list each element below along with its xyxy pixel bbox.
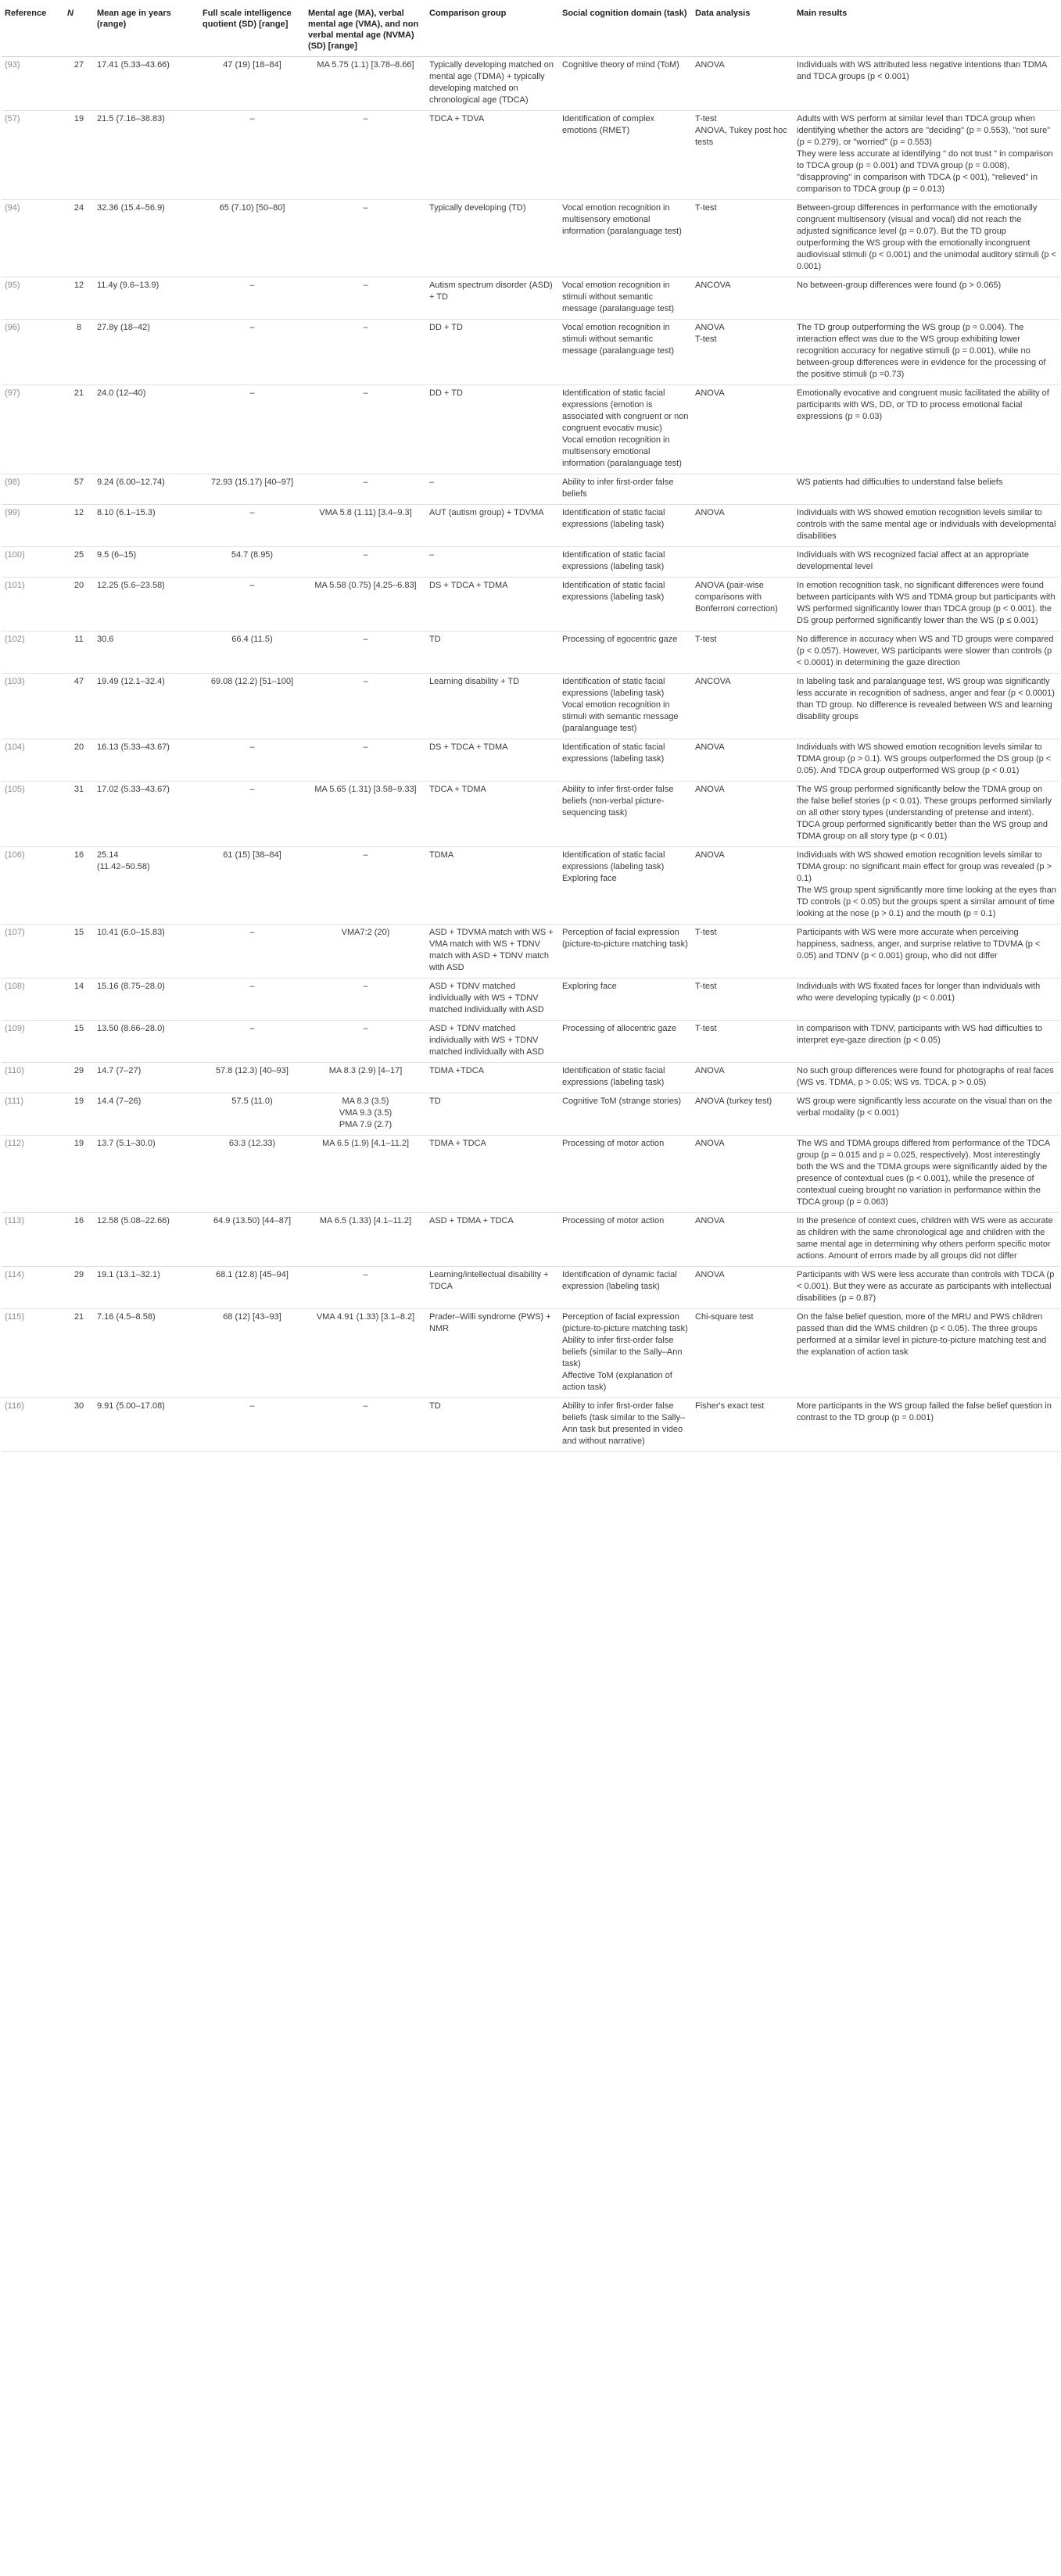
mental-age-cell: – xyxy=(305,200,426,277)
table-row xyxy=(2,925,1059,979)
age-cell: 16.13 (5.33–43.67) xyxy=(94,739,199,782)
iq-cell: 72.93 (15.17) [40–97] xyxy=(199,474,305,505)
n-cell: 57 xyxy=(64,474,94,505)
comparison-cell: DD + TD xyxy=(426,320,559,385)
age-cell: 21.5 (7.16–38.83) xyxy=(94,111,199,200)
reference-cell[interactable]: (102) xyxy=(2,631,64,674)
mental-age-cell: – xyxy=(305,979,426,1021)
results-cell: No such group differences were found for photographs of real faces (WS vs. TDMA, p > 0.05; WS vs. TDCA, p > 0.05) xyxy=(794,1063,1059,1093)
analysis-cell: T-test xyxy=(692,200,794,277)
n-cell: 19 xyxy=(64,1136,94,1213)
iq-cell: 64.9 (13.50) [44–87] xyxy=(199,1213,305,1267)
comparison-cell: TD xyxy=(426,1093,559,1136)
age-cell: 14.4 (7–26) xyxy=(94,1093,199,1136)
results-cell: The TD group outperforming the WS group (p = 0.004). The interaction effect was due to the WS group exhibiting lower recognition accuracy for negative stimuli (p = 0.001), while no between-group differences were in evidence for the processing of the positive stimuli (p =0.73) xyxy=(794,320,1059,385)
mental-age-cell: MA 8.3 (2.9) [4–17] xyxy=(305,1063,426,1093)
n-cell: 15 xyxy=(64,1021,94,1063)
reference-cell[interactable]: (100) xyxy=(2,547,64,578)
table-row xyxy=(2,277,1059,320)
iq-cell: 66.4 (11.5) xyxy=(199,631,305,674)
reference-cell[interactable]: (104) xyxy=(2,739,64,782)
header-domain: Social cognition domain (task) xyxy=(559,5,692,57)
analysis-cell: ANCOVA xyxy=(692,674,794,739)
n-cell: 47 xyxy=(64,674,94,739)
reference-cell[interactable]: (98) xyxy=(2,474,64,505)
domain-cell: Vocal emotion recognition in stimuli without semantic message (paralanguage test) xyxy=(559,320,692,385)
reference-cell[interactable]: (95) xyxy=(2,277,64,320)
mental-age-cell: – xyxy=(305,547,426,578)
age-cell: 32.36 (15.4–56.9) xyxy=(94,200,199,277)
table-row xyxy=(2,578,1059,631)
table-row xyxy=(2,1398,1059,1452)
iq-cell: 68 (12) [43–93] xyxy=(199,1309,305,1398)
iq-cell: – xyxy=(199,385,305,474)
iq-cell: – xyxy=(199,925,305,979)
mental-age-cell: – xyxy=(305,1021,426,1063)
mental-age-cell: VMA7:2 (20) xyxy=(305,925,426,979)
iq-cell: 63.3 (12.33) xyxy=(199,1136,305,1213)
iq-cell: 57.8 (12.3) [40–93] xyxy=(199,1063,305,1093)
comparison-cell: TD xyxy=(426,631,559,674)
domain-cell: Processing of motor action xyxy=(559,1136,692,1213)
mental-age-cell: – xyxy=(305,111,426,200)
analysis-cell: ANOVA xyxy=(692,847,794,925)
table-row xyxy=(2,1136,1059,1213)
reference-cell[interactable]: (97) xyxy=(2,385,64,474)
domain-cell: Cognitive ToM (strange stories) xyxy=(559,1093,692,1136)
comparison-cell: TD xyxy=(426,1398,559,1452)
n-cell: 12 xyxy=(64,277,94,320)
age-cell: 13.50 (8.66–28.0) xyxy=(94,1021,199,1063)
table-row xyxy=(2,200,1059,277)
analysis-cell: ANOVA T-test xyxy=(692,320,794,385)
domain-cell: Vocal emotion recognition in multisensory emotional information (paralanguage test) xyxy=(559,200,692,277)
analysis-cell: ANOVA xyxy=(692,739,794,782)
reference-cell[interactable]: (107) xyxy=(2,925,64,979)
n-cell: 16 xyxy=(64,847,94,925)
table-row xyxy=(2,674,1059,739)
domain-cell: Identification of static facial expressions (labeling task) xyxy=(559,1063,692,1093)
reference-cell[interactable]: (93) xyxy=(2,57,64,111)
header-n: N xyxy=(64,5,94,57)
n-cell: 12 xyxy=(64,505,94,547)
analysis-cell xyxy=(692,547,794,578)
comparison-cell: DS + TDCA + TDMA xyxy=(426,739,559,782)
table-row xyxy=(2,57,1059,111)
mental-age-cell: – xyxy=(305,1267,426,1309)
table-header xyxy=(2,5,1059,57)
table-row xyxy=(2,631,1059,674)
analysis-cell: T-test xyxy=(692,979,794,1021)
age-cell: 30.6 xyxy=(94,631,199,674)
results-cell: More participants in the WS group failed the false belief question in contrast to the TD group (p = 0.001) xyxy=(794,1398,1059,1452)
table-row xyxy=(2,1267,1059,1309)
comparison-cell: TDMA xyxy=(426,847,559,925)
analysis-cell: T-test xyxy=(692,631,794,674)
iq-cell: – xyxy=(199,1021,305,1063)
domain-cell: Identification of complex emotions (RMET) xyxy=(559,111,692,200)
comparison-cell: Learning disability + TD xyxy=(426,674,559,739)
results-cell: Individuals with WS fixated faces for longer than individuals with who were developing typically (p < 0.001) xyxy=(794,979,1059,1021)
analysis-cell: ANOVA (turkey test) xyxy=(692,1093,794,1136)
comparison-cell: TDMA +TDCA xyxy=(426,1063,559,1093)
comparison-cell: ASD + TDMA + TDCA xyxy=(426,1213,559,1267)
iq-cell: 54.7 (8.95) xyxy=(199,547,305,578)
table-row xyxy=(2,1063,1059,1093)
iq-cell: – xyxy=(199,320,305,385)
comparison-cell: ASD + TDNV matched individually with WS + TDNV matched individually with ASD xyxy=(426,979,559,1021)
n-cell: 25 xyxy=(64,547,94,578)
n-cell: 20 xyxy=(64,739,94,782)
domain-cell: Ability to infer first-order false beliefs (non-verbal picture-sequencing task) xyxy=(559,782,692,847)
results-cell: Individuals with WS showed emotion recognition levels similar to TDMA group (p > 0.1). WS groups outperformed the DS group (p < 0.05). And TDCA group outperformed WS group (p < 0.01) xyxy=(794,739,1059,782)
n-cell: 15 xyxy=(64,925,94,979)
header-reference: Reference xyxy=(2,5,64,57)
analysis-cell: ANOVA xyxy=(692,1063,794,1093)
results-cell: Individuals with WS showed emotion recognition levels similar to TDMA group: no significant main effect for group was revealed (p > 0.1) The WS group spent significantly more time looking at the eyes than TD controls (p < 0.05) but the groups spent a similar amount of time looking at the nose (p > 0.1) and the mouth (p = 0.1) xyxy=(794,847,1059,925)
comparison-cell: DD + TD xyxy=(426,385,559,474)
n-cell: 19 xyxy=(64,1093,94,1136)
age-cell: 19.49 (12.1–32.4) xyxy=(94,674,199,739)
n-cell: 11 xyxy=(64,631,94,674)
iq-cell: 61 (15) [38–84] xyxy=(199,847,305,925)
results-cell: Individuals with WS showed emotion recognition levels similar to controls with the same mental age or individuals with developmental disabilities xyxy=(794,505,1059,547)
reference-cell[interactable]: (105) xyxy=(2,782,64,847)
header-iq: Full scale intelligence quotient (SD) [range] xyxy=(199,5,305,57)
comparison-cell: – xyxy=(426,547,559,578)
reference-cell[interactable]: (108) xyxy=(2,979,64,1021)
comparison-cell: Learning/intellectual disability + TDCA xyxy=(426,1267,559,1309)
age-cell: 12.25 (5.6–23.58) xyxy=(94,578,199,631)
analysis-cell: ANOVA (pair-wise comparisons with Bonferroni correction) xyxy=(692,578,794,631)
reference-cell[interactable]: (103) xyxy=(2,674,64,739)
n-cell: 21 xyxy=(64,1309,94,1398)
table-row xyxy=(2,505,1059,547)
comparison-cell: Typically developing (TD) xyxy=(426,200,559,277)
age-cell: 25.14 (11.42–50.58) xyxy=(94,847,199,925)
reference-cell[interactable]: (109) xyxy=(2,1021,64,1063)
results-cell: Participants with WS were less accurate than controls with TDCA (p < 0.001). But they were as accurate as participants with intellectual disabilities (p = 0.87) xyxy=(794,1267,1059,1309)
reference-cell[interactable]: (113) xyxy=(2,1213,64,1267)
comparison-cell: – xyxy=(426,474,559,505)
comparison-cell: Prader–Willi syndrome (PWS) + NMR xyxy=(426,1309,559,1398)
iq-cell: – xyxy=(199,739,305,782)
comparison-cell: ASD + TDVMA match with WS + VMA match with WS + TDNV match with ASD + TDNV match with ASD xyxy=(426,925,559,979)
reference-cell[interactable]: (111) xyxy=(2,1093,64,1136)
header-age: Mean age in years (range) xyxy=(94,5,199,57)
age-cell: 12.58 (5.08–22.66) xyxy=(94,1213,199,1267)
domain-cell: Identification of dynamic facial expression (labeling task) xyxy=(559,1267,692,1309)
age-cell: 11.4y (9.6–13.9) xyxy=(94,277,199,320)
n-cell: 30 xyxy=(64,1398,94,1452)
comparison-cell: TDCA + TDMA xyxy=(426,782,559,847)
results-cell: In the presence of context cues, children with WS were as accurate as children with the same chronological age and children with the same mental age in determining why others perform specific motor actions. Amount of errors made by all groups did not differ xyxy=(794,1213,1059,1267)
age-cell: 9.5 (6–15) xyxy=(94,547,199,578)
domain-cell: Identification of static facial expressions (labeling task) Vocal emotion recognition in stimuli with semantic message (paralanguage test) xyxy=(559,674,692,739)
iq-cell: – xyxy=(199,782,305,847)
analysis-cell: T-test xyxy=(692,1021,794,1063)
iq-cell: – xyxy=(199,979,305,1021)
analysis-cell: ANOVA xyxy=(692,57,794,111)
analysis-cell: ANOVA xyxy=(692,782,794,847)
reference-cell[interactable]: (110) xyxy=(2,1063,64,1093)
iq-cell: 68.1 (12.8) [45–94] xyxy=(199,1267,305,1309)
results-cell: Emotionally evocative and congruent music facilitated the ability of participants with WS, DD, or TD to process emotional facial expressions (p = 0.03) xyxy=(794,385,1059,474)
mental-age-cell: MA 8.3 (3.5) VMA 9.3 (3.5) PMA 7.9 (2.7) xyxy=(305,1093,426,1136)
domain-cell: Identification of static facial expressions (labeling task) xyxy=(559,547,692,578)
table-body xyxy=(2,57,1059,1452)
domain-cell: Identification of static facial expressions (labeling task) Exploring face xyxy=(559,847,692,925)
results-cell: On the false belief question, more of the MRU and PWS children passed than did the WMS children (p < 0.05). The three groups performed at a similar level in picture-to-picture matching test and the explanation of action task xyxy=(794,1309,1059,1398)
table-row xyxy=(2,385,1059,474)
n-cell: 24 xyxy=(64,200,94,277)
age-cell: 13.7 (5.1–30.0) xyxy=(94,1136,199,1213)
results-cell: In emotion recognition task, no significant differences were found between participants with WS and TDMA group but participants with WS performed significantly lower than TDCA group (p < 0.001). the DS group performed significantly lower than the WS (p ≤ 0.001) xyxy=(794,578,1059,631)
header-results: Main results xyxy=(794,5,1059,57)
mental-age-cell: VMA 5.8 (1.11) [3.4–9.3] xyxy=(305,505,426,547)
header-analysis: Data analysis xyxy=(692,5,794,57)
results-cell: Participants with WS were more accurate when perceiving happiness, sadness, anger, and surprise relative to TDVMA (p < 0.05) and TDNV (p < 0.001) group, who did not differ xyxy=(794,925,1059,979)
reference-cell[interactable]: (114) xyxy=(2,1267,64,1309)
header-comparison: Comparison group xyxy=(426,5,559,57)
iq-cell: 69.08 (12.2) [51–100] xyxy=(199,674,305,739)
results-cell: In comparison with TDNV, participants with WS had difficulties to interpret eye-gaze direction (p < 0.05) xyxy=(794,1021,1059,1063)
mental-age-cell: MA 6.5 (1.9) [4.1–11.2] xyxy=(305,1136,426,1213)
comparison-cell: TDMA + TDCA xyxy=(426,1136,559,1213)
reference-cell[interactable]: (99) xyxy=(2,505,64,547)
analysis-cell: ANOVA xyxy=(692,505,794,547)
domain-cell: Identification of static facial expressions (emotion is associated with congruent or non congruent evocativ music) Vocal emotion recognition in multisensory emotional information (paralanguage test) xyxy=(559,385,692,474)
table-row xyxy=(2,547,1059,578)
age-cell: 14.7 (7–27) xyxy=(94,1063,199,1093)
age-cell: 9.24 (6.00–12.74) xyxy=(94,474,199,505)
analysis-cell: ANCOVA xyxy=(692,277,794,320)
iq-cell: 57.5 (11.0) xyxy=(199,1093,305,1136)
age-cell: 17.41 (5.33–43.66) xyxy=(94,57,199,111)
reference-cell[interactable]: (112) xyxy=(2,1136,64,1213)
header-row xyxy=(2,5,1059,57)
table-row xyxy=(2,320,1059,385)
mental-age-cell: – xyxy=(305,385,426,474)
analysis-cell: ANOVA xyxy=(692,1213,794,1267)
mental-age-cell: – xyxy=(305,674,426,739)
analysis-cell: ANOVA xyxy=(692,385,794,474)
table-row xyxy=(2,1093,1059,1136)
domain-cell: Vocal emotion recognition in stimuli without semantic message (paralanguage test) xyxy=(559,277,692,320)
studies-table xyxy=(2,5,1059,1452)
analysis-cell: ANOVA xyxy=(692,1136,794,1213)
reference-cell[interactable]: (96) xyxy=(2,320,64,385)
comparison-cell: Typically developing matched on mental age (TDMA) + typically developing matched on chronological age (TDCA) xyxy=(426,57,559,111)
mental-age-cell: – xyxy=(305,320,426,385)
age-cell: 27.8y (18–42) xyxy=(94,320,199,385)
analysis-cell xyxy=(692,474,794,505)
domain-cell: Exploring face xyxy=(559,979,692,1021)
age-cell: 17.02 (5.33–43.67) xyxy=(94,782,199,847)
age-cell: 15.16 (8.75–28.0) xyxy=(94,979,199,1021)
domain-cell: Perception of facial expression (picture-to-picture matching task) xyxy=(559,925,692,979)
mental-age-cell: – xyxy=(305,1398,426,1452)
n-cell: 14 xyxy=(64,979,94,1021)
results-cell: Individuals with WS attributed less negative intentions than TDMA and TDCA groups (p < 0.001) xyxy=(794,57,1059,111)
iq-cell: – xyxy=(199,111,305,200)
domain-cell: Processing of motor action xyxy=(559,1213,692,1267)
results-cell: Between-group differences in performance with the emotionally congruent multisensory (visual and vocal) did not reach the adjusted significance level (p = 0.07). But the TD group outperforming the WS group with the emotionally incongruent audiovisual stimuli (p < 0.001) and the unimodal auditory stimuli (p < 0.001) xyxy=(794,200,1059,277)
results-cell: The WS and TDMA groups differed from performance of the TDCA group (p = 0.015 and p = 0.025, respectively). Most interestingly both the WS and the TDMA groups were significantly aided by the presence of contextual cues (p < 0.001), while the presence of contextual cueing brought no variation in performance within the TDCA group (p = 0.063) xyxy=(794,1136,1059,1213)
analysis-cell: Chi-square test xyxy=(692,1309,794,1398)
header-mental-age: Mental age (MA), verbal mental age (VMA), and non verbal mental age (NVMA) (SD) [range] xyxy=(305,5,426,57)
iq-cell: 47 (19) [18–84] xyxy=(199,57,305,111)
domain-cell: Cognitive theory of mind (ToM) xyxy=(559,57,692,111)
table-row xyxy=(2,474,1059,505)
reference-cell[interactable]: (94) xyxy=(2,200,64,277)
reference-cell[interactable]: (116) xyxy=(2,1398,64,1452)
n-cell: 19 xyxy=(64,111,94,200)
iq-cell: 65 (7.10) [50–80] xyxy=(199,200,305,277)
n-cell: 31 xyxy=(64,782,94,847)
age-cell: 7.16 (4.5–8.58) xyxy=(94,1309,199,1398)
results-cell: No between-group differences were found (p > 0.065) xyxy=(794,277,1059,320)
comparison-cell: TDCA + TDVA xyxy=(426,111,559,200)
mental-age-cell: VMA 4.91 (1.33) [3.1–8.2] xyxy=(305,1309,426,1398)
table-row xyxy=(2,782,1059,847)
n-cell: 16 xyxy=(64,1213,94,1267)
iq-cell: – xyxy=(199,578,305,631)
n-cell: 21 xyxy=(64,385,94,474)
domain-cell: Identification of static facial expressions (labeling task) xyxy=(559,578,692,631)
n-cell: 29 xyxy=(64,1063,94,1093)
mental-age-cell: MA 5.58 (0.75) [4.25–6.83] xyxy=(305,578,426,631)
mental-age-cell: – xyxy=(305,277,426,320)
mental-age-cell: – xyxy=(305,631,426,674)
n-cell: 8 xyxy=(64,320,94,385)
mental-age-cell: MA 5.75 (1.1) [3.78–8.66] xyxy=(305,57,426,111)
analysis-cell: T-test xyxy=(692,925,794,979)
results-cell: No difference in accuracy when WS and TD groups were compared (p < 0.057). However, WS participants were slower than controls (p < 0.0001) in determining the gaze direction xyxy=(794,631,1059,674)
domain-cell: Identification of static facial expressions (labeling task) xyxy=(559,505,692,547)
iq-cell: – xyxy=(199,1398,305,1452)
age-cell: 8.10 (6.1–15.3) xyxy=(94,505,199,547)
results-cell: WS group were significantly less accurate on the visual than on the verbal modality (p < 0.001) xyxy=(794,1093,1059,1136)
mental-age-cell: – xyxy=(305,739,426,782)
table-row xyxy=(2,111,1059,200)
reference-cell[interactable]: (115) xyxy=(2,1309,64,1398)
results-cell: Adults with WS perform at similar level than TDCA group when identifying whether the actors are "deciding" (p = 0.553), "not sure" (p = 0.279), or "worried" (p = 0.553) They were less accurate at identifying " do not trust " in comparison to TDCA group (p = 0.001) and TDVA group (p = 0.008), "disapproving" in comparison with TDCA (p < 001), "relieved" in comparison to TDCA group (p = 0.013) xyxy=(794,111,1059,200)
analysis-cell: T-test ANOVA, Tukey post hoc tests xyxy=(692,111,794,200)
table-row xyxy=(2,847,1059,925)
mental-age-cell: MA 5.65 (1.31) [3.58–9.33] xyxy=(305,782,426,847)
iq-cell: – xyxy=(199,505,305,547)
mental-age-cell: – xyxy=(305,474,426,505)
n-cell: 27 xyxy=(64,57,94,111)
analysis-cell: Fisher's exact test xyxy=(692,1398,794,1452)
age-cell: 9.91 (5.00–17.08) xyxy=(94,1398,199,1452)
n-cell: 29 xyxy=(64,1267,94,1309)
mental-age-cell: – xyxy=(305,847,426,925)
age-cell: 24.0 (12–40) xyxy=(94,385,199,474)
age-cell: 19.1 (13.1–32.1) xyxy=(94,1267,199,1309)
age-cell: 10.41 (6.0–15.83) xyxy=(94,925,199,979)
domain-cell: Perception of facial expression (picture-to-picture matching task) Ability to infer first-order false beliefs (similar to the Sally–Ann task) Affective ToM (explanation of action task) xyxy=(559,1309,692,1398)
mental-age-cell: MA 6.5 (1.33) [4.1–11.2] xyxy=(305,1213,426,1267)
domain-cell: Processing of egocentric gaze xyxy=(559,631,692,674)
results-cell: WS patients had difficulties to understand false beliefs xyxy=(794,474,1059,505)
comparison-cell: AUT (autism group) + TDVMA xyxy=(426,505,559,547)
table-row xyxy=(2,739,1059,782)
iq-cell: – xyxy=(199,277,305,320)
reference-cell[interactable]: (101) xyxy=(2,578,64,631)
domain-cell: Ability to infer first-order false beliefs (task similar to the Sally–Ann task but presented in video and without narrative) xyxy=(559,1398,692,1452)
domain-cell: Processing of allocentric gaze xyxy=(559,1021,692,1063)
results-cell: Individuals with WS recognized facial affect at an appropriate developmental level xyxy=(794,547,1059,578)
comparison-cell: ASD + TDNV matched individually with WS + TDNV matched individually with ASD xyxy=(426,1021,559,1063)
n-cell: 20 xyxy=(64,578,94,631)
domain-cell: Identification of static facial expressions (labeling task) xyxy=(559,739,692,782)
table-row xyxy=(2,1021,1059,1063)
table-row xyxy=(2,979,1059,1021)
comparison-cell: DS + TDCA + TDMA xyxy=(426,578,559,631)
analysis-cell: ANOVA xyxy=(692,1267,794,1309)
comparison-cell: Autism spectrum disorder (ASD) + TD xyxy=(426,277,559,320)
reference-cell[interactable]: (57) xyxy=(2,111,64,200)
results-cell: In labeling task and paralanguage test, WS group was significantly less accurate in recognition of sadness, anger and fear (p < 0.0001) than TD group. No difference is revealed between WS and learning disability groups xyxy=(794,674,1059,739)
domain-cell: Ability to infer first-order false beliefs xyxy=(559,474,692,505)
table-row xyxy=(2,1309,1059,1398)
table-row xyxy=(2,1213,1059,1267)
reference-cell[interactable]: (106) xyxy=(2,847,64,925)
results-cell: The WS group performed significantly below the TDMA group on the false belief stories (p < 0.01). These groups performed similarly on all other story types (understanding of pretense and intent). TDCA group performed significantly better than the WS group and TDMA group on all story type (p < 0.01) xyxy=(794,782,1059,847)
